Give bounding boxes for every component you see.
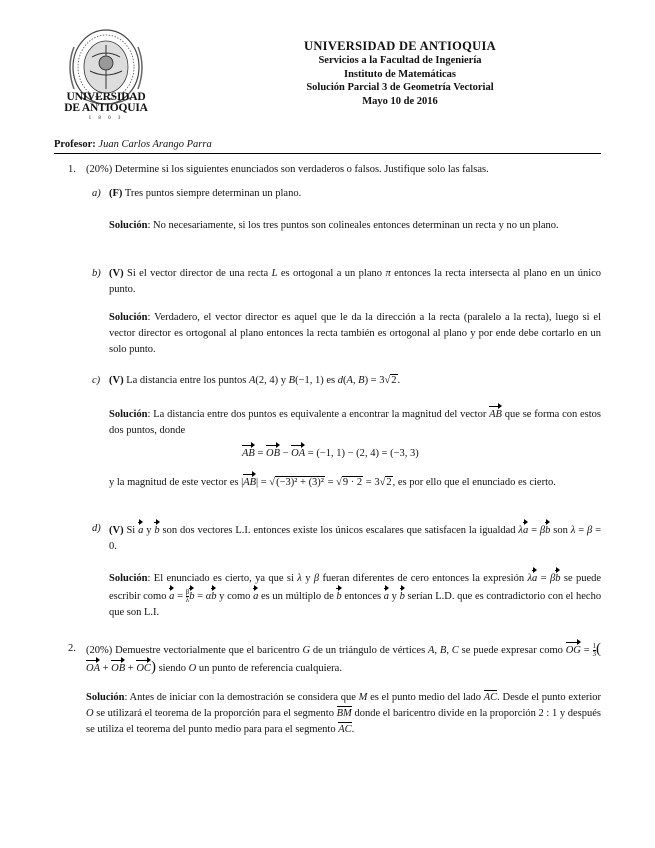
equation-ab: AB = OB − OA = (−1, 1) − (2, 4) = (−3, 3) (242, 444, 542, 462)
item-b-label: b) (92, 268, 101, 279)
seal-wordmark: UNIVERSIDAD DE ANTIOQUIA (64, 91, 148, 114)
item-b-statement: (V) Si el vector director de una recta L es ortogonal a un plano π entonces la recta intersecta al plano en un único punto. (109, 268, 602, 295)
header-line-2: Servicios a la Facultad de Ingeniería (318, 55, 482, 66)
item-a-solution: Solución: No necesariamente, si los tres puntos son colineales entonces determinan un recta y no un plano. (109, 220, 559, 231)
question-2-number: 2. (68, 643, 76, 654)
item-c-solution: Solución: La distancia entre dos puntos es equivalente a encontrar la magnitud del vector AB que se forma con estos dos puntos, donde (109, 405, 601, 439)
item-b-solution: Solución: Verdadero, el vector director es aquel que le da la dirección a la recta (paralelo a la recta), luego si el vector director es ortogonal al plano entonces la recta también es ortogonal al plano y por ende debe cortarlo en un solo punto. (109, 312, 601, 355)
header-line-4: Solución Parcial 3 de Geometría Vectorial (306, 82, 494, 93)
item-c-statement: (V) La distancia entre los puntos A(2, 4) y B(−1, 1) es d(A, B) = 3√2. (109, 375, 401, 386)
question-1-number: 1. (68, 164, 76, 175)
question-1-text: (20%) Determine si los siguientes enunciados son verdaderos o falsos. Justifique solo las falsas. (86, 164, 489, 175)
document-header (270, 38, 530, 108)
university-title: UNIVERSIDAD DE ANTIOQUIA (304, 39, 496, 53)
item-d-statement: (V) Si a y b son dos vectores L.I. entonces existe los únicos escalares que satisfacen la igualdad λa = βb son λ = β = 0. (109, 521, 601, 555)
professor-name: Juan Carlos Arango Parra (98, 139, 212, 150)
item-d-solution: Solución: El enunciado es cierto, ya que si λ y β fueran diferentes de cero entonces la expresión λa = βb se puede escribir como a = $\frac{\beta}{\lambda}$ b = αb y como a es un múltiplo de b entonces a y b serían L.D. que es contradictorio con el hecho que son L.I. (109, 569, 601, 621)
item-a-label: a) (92, 188, 101, 199)
header-line-5: Mayo 10 de 2016 (362, 95, 438, 107)
question-2-solution: Solución: Antes de iniciar con la demostración se considera que M es el punto medio del lado AC. Desde el punto exterior O se utilizará el teorema de la proporción para el segmento BM donde el baricentro divide en la proporción 2 : 1 y después se utiliza el teorema del punto medio para para el segmento AC. (86, 692, 602, 735)
item-d-label: d) (92, 523, 101, 534)
item-a-statement: (F) Tres puntos siempre determinan un plano. (109, 188, 302, 199)
header-line-3: Instituto de Matemáticas (344, 68, 456, 80)
professor-line: Profesor: Juan Carlos Arango Parra (54, 138, 601, 154)
seal-year: 1 8 0 3 (88, 116, 124, 121)
item-c-magnitude: y la magnitud de este vector es |AB| = √(−3)² + (3)² = √9 · 2 = 3√2, es por ello que el enunciado es cierto. (109, 473, 601, 491)
item-c-label: c) (92, 375, 101, 386)
question-2-text: (20%) Demuestre vectorialmente que el baricentro G de un triángulo de vértices A, B, C se puede expresar como OG = $\frac{1}{3}$ (OA + OB + OC) siendo O un punto de referencia cualquiera. (86, 641, 601, 675)
